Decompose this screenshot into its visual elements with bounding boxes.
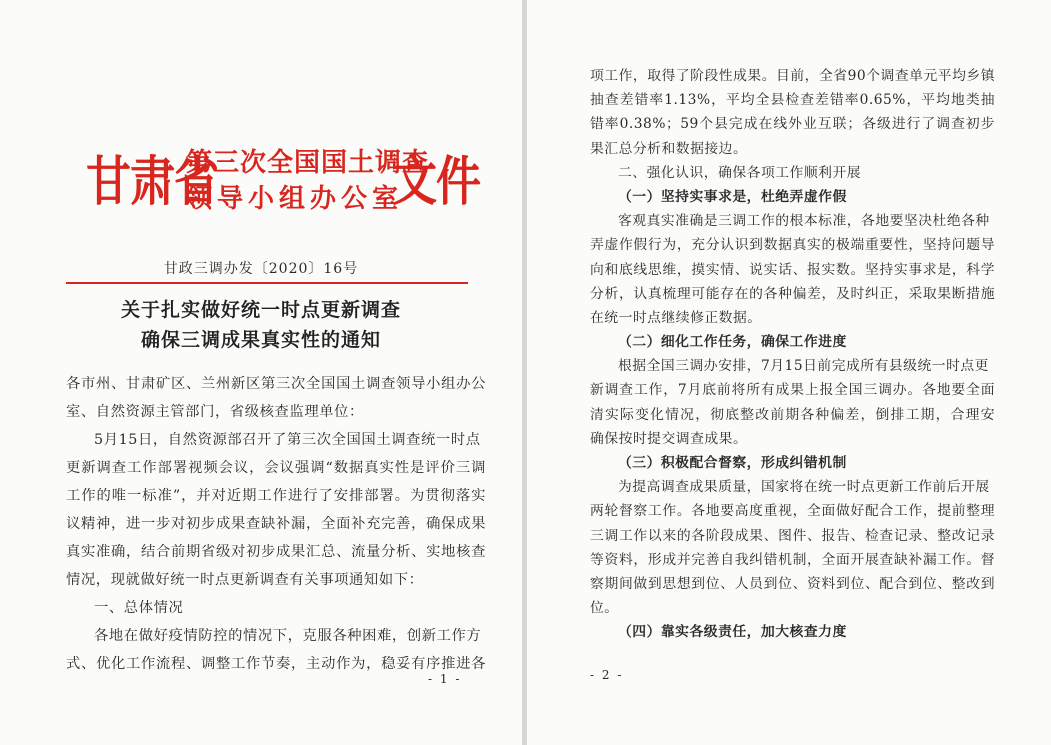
- right-text-line: 客观真实准确是三调工作的根本标准，各地要坚决杜绝各种: [618, 213, 990, 230]
- right-text-line: （三）积极配合督察，形成纠错机制: [618, 455, 847, 471]
- left-text-line: 工作的唯一标准”，并对近期工作进行了安排部署。为贯彻落实: [66, 488, 486, 504]
- right-text-line: 错率0.38%；59个县完成在线外业互联；各级进行了调查初步: [590, 116, 995, 133]
- right-text-line: 为提高调查成果质量，国家将在统一时点更新工作前后开展: [618, 479, 990, 496]
- right-text-line: （一）坚持实事求是，杜绝弄虚作假: [618, 188, 847, 205]
- header-org-line2: 领导小组办公室: [186, 184, 404, 214]
- right-text-line: 项工作，取得了阶段性成果。目前，全省90个调查单元平均乡镇: [590, 68, 995, 84]
- left-text-line: 室、自然资源主管部门，省级核查监理单位：: [66, 404, 364, 420]
- page-right: [527, 0, 1051, 745]
- document-title-line1: 关于扎实做好统一时点更新调查: [120, 299, 401, 321]
- left-text-line: 一、总体情况: [94, 600, 184, 616]
- right-text-line: 根据全国三调办安排，7月15日前完成所有县级统一时点更: [618, 358, 989, 375]
- right-text-line: 弄虚作假行为，充分认识到数据真实的极端重要性，坚持问题导: [590, 237, 995, 254]
- right-text-line: 抽查差错率1.13%，平均全县检查差错率0.65%，平均地类抽: [590, 92, 995, 109]
- document-number: 甘政三调办发〔2020〕16号: [163, 261, 359, 277]
- left-text-line: 情况，现就做好统一时点更新调查有关事项通知如下：: [66, 572, 424, 588]
- right-text-line: 分析，认真梳理可能存在的各种偏差，及时纠正，采取果断措施: [590, 285, 995, 302]
- left-text-line: 各市州、甘肃矿区、兰州新区第三次全国国土调查领导小组办公: [66, 376, 486, 392]
- page-number-right: - 2 -: [590, 668, 624, 682]
- document-title-line2: 确保三调成果真实性的通知: [140, 329, 381, 351]
- left-text-line: 议精神，进一步对初步成果查缺补漏，全面补充完善，确保成果: [66, 516, 486, 532]
- right-text-line: 清实际变化情况，彻底整改前期各种偏差，倒排工期，合理安: [590, 406, 995, 423]
- right-text-line: 在统一时点继续修正数据。: [590, 309, 762, 326]
- left-text-line: 式、优化工作流程、调整工作节奏，主动作为，稳妥有序推进各: [66, 656, 486, 672]
- right-text-line: 两轮督察工作。各地要高度重视，全面做好配合工作，提前整理: [590, 503, 995, 520]
- header-province: 甘肃省: [86, 149, 219, 213]
- red-divider: [66, 282, 468, 284]
- left-body-text: [66, 370, 486, 678]
- right-text-line: 果汇总分析和数据接边。: [590, 140, 748, 157]
- header-doc-word: 文件: [392, 149, 481, 213]
- right-text-line: 三调工作以来的各阶段成果、图件、报告、检查记录、整改记录: [590, 527, 995, 544]
- right-text-line: （四）靠实各级责任，加大核查力度: [618, 624, 847, 641]
- right-text-line: 位。: [590, 600, 619, 617]
- page-number-left: - 1 -: [428, 672, 462, 686]
- right-text-line: 二、强化认识，确保各项工作顺利开展: [618, 164, 862, 181]
- left-text-line: 更新调查工作部署视频会议，会议强调“数据真实性是评价三调: [66, 460, 486, 476]
- right-text-line: 察期间做到思想到位、人员到位、资料到位、配合到位、整改到: [590, 575, 995, 592]
- right-text-line: 等资料，形成并完善自我纠错机制，全面开展查缺补漏工作。督: [590, 551, 995, 568]
- header-org-line1: 第三次全国国土调查: [186, 148, 430, 178]
- left-text-line: 5月15日，自然资源部召开了第三次全国国土调查统一时点: [94, 432, 481, 448]
- left-text-line: 各地在做好疫情防控的情况下，克服各种困难，创新工作方: [94, 628, 482, 644]
- right-text-line: （二）细化工作任务，确保工作进度: [618, 334, 847, 351]
- right-text-line: 向和底线思维，摸实情、说实话、报实数。坚持实事求是，科学: [590, 261, 995, 278]
- right-body-text: [590, 64, 995, 645]
- page-left: [0, 0, 522, 745]
- right-text-line: 新调查工作，7月底前将所有成果上报全国三调办。各地要全面: [590, 382, 995, 399]
- right-text-line: 确保按时提交调查成果。: [590, 430, 748, 447]
- left-text-line: 真实准确，结合前期省级对初步成果汇总、流量分析、实地核查: [66, 544, 486, 560]
